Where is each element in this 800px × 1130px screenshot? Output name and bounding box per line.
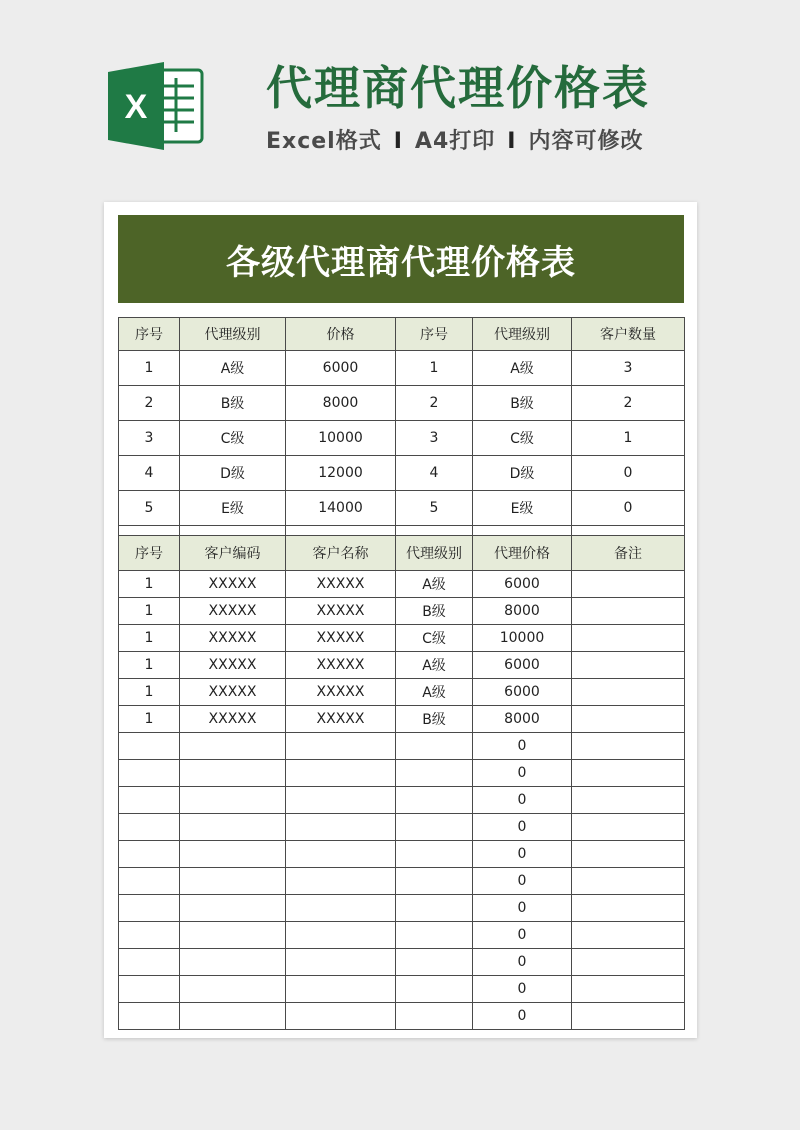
table-row (119, 652, 685, 679)
table-cell[interactable] (396, 760, 473, 787)
table-cell[interactable] (572, 625, 685, 652)
table-cell[interactable]: 0 (473, 841, 572, 868)
table-row (119, 598, 685, 625)
table-spacer-row (119, 526, 685, 536)
table-cell[interactable]: A级 (396, 679, 473, 706)
table-cell[interactable]: 1 (119, 652, 180, 679)
table-cell[interactable] (119, 814, 180, 841)
table-cell[interactable]: A级 (396, 571, 473, 598)
table-cell[interactable]: A级 (180, 351, 286, 386)
table-cell[interactable] (119, 760, 180, 787)
column-header: 客户数量 (572, 318, 685, 351)
subtitle-format: Excel格式 (266, 129, 382, 154)
table-cell[interactable]: B级 (180, 386, 286, 421)
column-header: 客户名称 (286, 536, 396, 571)
table-cell[interactable] (180, 922, 286, 949)
column-header: 代理级别 (473, 318, 572, 351)
table-row (119, 895, 685, 922)
table-row (119, 1003, 685, 1030)
table-cell[interactable]: 6000 (286, 351, 396, 386)
table-cell[interactable] (180, 1003, 286, 1030)
spacer-cell (286, 526, 396, 536)
table-cell[interactable]: 3 (396, 421, 473, 456)
table-cell[interactable]: D级 (180, 456, 286, 491)
table-row (119, 787, 685, 814)
table-row (119, 679, 685, 706)
table-cell[interactable]: XXXXX (180, 571, 286, 598)
table-row (119, 456, 685, 491)
table-cell[interactable]: 1 (396, 351, 473, 386)
spacer-cell (119, 526, 180, 536)
table-cell[interactable] (572, 733, 685, 760)
table-cell[interactable]: 8000 (286, 386, 396, 421)
table-cell[interactable] (286, 733, 396, 760)
table-cell[interactable] (286, 976, 396, 1003)
spacer-cell (572, 526, 685, 536)
table-cell[interactable]: 0 (473, 1003, 572, 1030)
table-cell[interactable]: E级 (180, 491, 286, 526)
table-cell[interactable] (119, 787, 180, 814)
table-row (119, 491, 685, 526)
table-cell[interactable]: 2 (396, 386, 473, 421)
table-cell[interactable] (572, 895, 685, 922)
table-cell[interactable]: 0 (473, 949, 572, 976)
table-cell[interactable] (180, 814, 286, 841)
table-cell[interactable] (572, 976, 685, 1003)
table-cell[interactable]: XXXXX (180, 598, 286, 625)
table-cell[interactable] (396, 1003, 473, 1030)
table-cell[interactable] (286, 1003, 396, 1030)
table-cell[interactable]: 2 (572, 386, 685, 421)
table-cell[interactable] (119, 1003, 180, 1030)
table-cell[interactable]: A级 (473, 351, 572, 386)
table-cell[interactable]: C级 (396, 625, 473, 652)
column-header: 序号 (119, 318, 180, 351)
spacer-cell (180, 526, 286, 536)
table-cell[interactable] (119, 841, 180, 868)
table-cell[interactable]: 0 (572, 491, 685, 526)
table-cell[interactable]: 0 (473, 787, 572, 814)
page-headline: 代理商代理价格表 (266, 61, 650, 115)
table-cell[interactable] (119, 868, 180, 895)
table-cell[interactable]: 4 (396, 456, 473, 491)
table-cell[interactable]: 0 (473, 760, 572, 787)
table-row (119, 949, 685, 976)
table-cell[interactable] (180, 841, 286, 868)
table-cell[interactable]: XXXXX (286, 571, 396, 598)
table-cell[interactable]: E级 (473, 491, 572, 526)
column-header: 代理级别 (396, 536, 473, 571)
table-cell[interactable] (180, 787, 286, 814)
table-cell[interactable]: 0 (572, 456, 685, 491)
table-cell[interactable]: A级 (396, 652, 473, 679)
table-cell[interactable]: 3 (572, 351, 685, 386)
table-cell[interactable]: C级 (473, 421, 572, 456)
table-row (119, 760, 685, 787)
subtitle-separator: I (393, 129, 403, 154)
table-cell[interactable] (572, 814, 685, 841)
table-cell[interactable] (119, 976, 180, 1003)
table-cell[interactable]: B级 (396, 706, 473, 733)
table-cell[interactable] (572, 679, 685, 706)
table-cell[interactable]: 14000 (286, 491, 396, 526)
table-row (119, 351, 685, 386)
table-cell[interactable]: 8000 (473, 706, 572, 733)
table-cell[interactable]: 0 (473, 922, 572, 949)
table-cell[interactable] (119, 922, 180, 949)
table-cell[interactable] (572, 841, 685, 868)
table-cell[interactable] (286, 787, 396, 814)
table-cell[interactable] (286, 841, 396, 868)
table-cell[interactable] (286, 814, 396, 841)
table-cell[interactable] (396, 895, 473, 922)
table-header-row (119, 536, 685, 571)
table-row (119, 814, 685, 841)
table-cell[interactable]: 6000 (473, 679, 572, 706)
table-cell[interactable] (396, 868, 473, 895)
table-cell[interactable] (572, 652, 685, 679)
table-cell[interactable] (286, 868, 396, 895)
table-cell[interactable] (396, 841, 473, 868)
table-cell[interactable] (286, 895, 396, 922)
table-row (119, 841, 685, 868)
table-row (119, 868, 685, 895)
table-cell[interactable]: 0 (473, 733, 572, 760)
table-cell[interactable] (572, 922, 685, 949)
table-cell[interactable]: 2 (119, 386, 180, 421)
table-cell[interactable]: C级 (180, 421, 286, 456)
table-cell[interactable]: 1 (119, 679, 180, 706)
table-cell[interactable]: 4 (119, 456, 180, 491)
table-cell[interactable] (572, 571, 685, 598)
subtitle-print: A4打印 (414, 129, 496, 154)
table-cell[interactable] (396, 787, 473, 814)
table-cell[interactable]: XXXXX (180, 625, 286, 652)
table-cell[interactable]: 0 (473, 814, 572, 841)
table-cell[interactable] (119, 895, 180, 922)
column-header: 备注 (572, 536, 685, 571)
document-title: 各级代理商代理价格表 (118, 215, 684, 303)
table-row (119, 386, 685, 421)
table-header-row (119, 318, 685, 351)
table-cell[interactable]: 10000 (286, 421, 396, 456)
table-cell[interactable] (396, 949, 473, 976)
column-header: 序号 (396, 318, 473, 351)
table-row (119, 922, 685, 949)
spacer-cell (396, 526, 473, 536)
table-cell[interactable] (396, 922, 473, 949)
table-cell[interactable]: B级 (473, 386, 572, 421)
table-cell[interactable]: XXXXX (180, 706, 286, 733)
table-row (119, 571, 685, 598)
document-sheet (104, 202, 697, 1038)
subtitle-separator: I (507, 129, 517, 154)
table-cell[interactable]: XXXXX (180, 652, 286, 679)
column-header: 客户编码 (180, 536, 286, 571)
table-cell[interactable]: 1 (572, 421, 685, 456)
table-cell[interactable]: XXXXX (286, 652, 396, 679)
table-cell[interactable] (286, 922, 396, 949)
table-cell[interactable]: D级 (473, 456, 572, 491)
table-cell[interactable]: 6000 (473, 652, 572, 679)
table-cell[interactable] (572, 760, 685, 787)
table-cell[interactable] (286, 760, 396, 787)
table-cell[interactable] (396, 814, 473, 841)
table-cell[interactable]: 10000 (473, 625, 572, 652)
table-cell[interactable]: 6000 (473, 571, 572, 598)
table-cell[interactable]: 1 (119, 625, 180, 652)
table-cell[interactable] (119, 733, 180, 760)
table-cell[interactable]: 1 (119, 571, 180, 598)
table-cell[interactable]: 1 (119, 351, 180, 386)
table-cell[interactable]: 5 (119, 491, 180, 526)
excel-icon (106, 58, 206, 154)
table-cell[interactable] (180, 868, 286, 895)
table-row (119, 976, 685, 1003)
table-cell[interactable] (180, 949, 286, 976)
table-row (119, 421, 685, 456)
table-cell[interactable] (572, 949, 685, 976)
table-cell[interactable]: 8000 (473, 598, 572, 625)
table-cell[interactable] (180, 733, 286, 760)
table-cell[interactable]: 0 (473, 976, 572, 1003)
excel-icon-letter: X (124, 88, 148, 126)
table-cell[interactable]: 1 (119, 706, 180, 733)
table-row (119, 733, 685, 760)
table-cell[interactable] (572, 868, 685, 895)
table-cell[interactable]: XXXXX (286, 598, 396, 625)
subtitle-editable: 内容可修改 (528, 129, 644, 154)
table-cell[interactable]: B级 (396, 598, 473, 625)
table-cell[interactable]: 0 (473, 868, 572, 895)
table-row (119, 706, 685, 733)
table-cell[interactable]: XXXXX (180, 679, 286, 706)
spacer-cell (473, 526, 572, 536)
table-cell[interactable] (572, 787, 685, 814)
table-cell[interactable]: 12000 (286, 456, 396, 491)
page-subtitle (266, 126, 643, 158)
table-cell[interactable]: 0 (473, 895, 572, 922)
column-header: 代理级别 (180, 318, 286, 351)
customer-price-table (118, 535, 685, 1030)
table-cell[interactable]: 5 (396, 491, 473, 526)
column-header: 序号 (119, 536, 180, 571)
table-cell[interactable] (396, 976, 473, 1003)
table-cell[interactable] (180, 760, 286, 787)
table-cell[interactable] (572, 706, 685, 733)
table-cell[interactable] (180, 976, 286, 1003)
table-cell[interactable] (572, 598, 685, 625)
table-cell[interactable] (396, 733, 473, 760)
table-cell[interactable] (572, 1003, 685, 1030)
table-cell[interactable]: XXXXX (286, 679, 396, 706)
table-cell[interactable] (286, 949, 396, 976)
table-cell[interactable] (180, 895, 286, 922)
table-cell[interactable]: 1 (119, 598, 180, 625)
column-header: 代理价格 (473, 536, 572, 571)
table-row (119, 625, 685, 652)
table-cell[interactable]: XXXXX (286, 625, 396, 652)
table-cell[interactable]: XXXXX (286, 706, 396, 733)
table-cell[interactable]: 3 (119, 421, 180, 456)
table-cell[interactable] (119, 949, 180, 976)
agent-level-price-table (118, 317, 685, 536)
column-header: 价格 (286, 318, 396, 351)
